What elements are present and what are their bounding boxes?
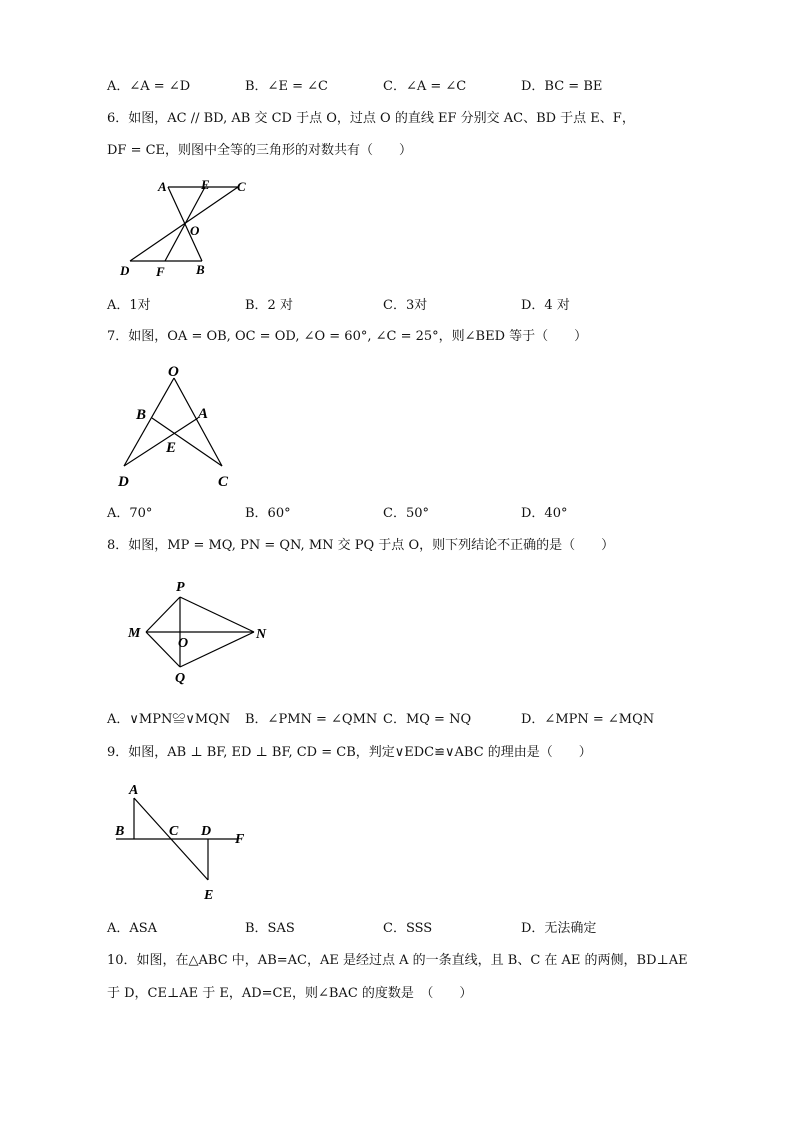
q8-figure: [118, 575, 278, 690]
q7-stem-line1: 7．如图，OA = OB, OC = OD, ∠O = 60°, ∠C = 25°，则∠BED 等于（ ）: [107, 329, 588, 344]
q9-option-d: D．无法确定: [521, 921, 597, 936]
q10-stem-line1: 10．如图，在△ABC 中，AB=AC，AE 是经过点 A 的一条直线，且 B、C 在 AE 的两侧，BD⊥AE: [107, 953, 688, 968]
q8-option-d: D．∠MPN = ∠MQN: [521, 712, 655, 727]
q8-label-q: Q: [175, 671, 186, 686]
q8-option-a: A．∨MPN≌∨MQN: [107, 712, 231, 727]
q7-label-b: B: [136, 407, 147, 423]
q7-segment-oc: [174, 378, 222, 466]
q7-option-c: C．50°: [383, 506, 429, 521]
q6-option-d: D．4 对: [521, 298, 570, 313]
q6-figure: [110, 175, 260, 285]
q9-stem-line1: 9．如图，AB ⊥ BF, ED ⊥ BF, CD = CB，判定∨EDC≌∨ABC 的理由是（ ）: [107, 745, 592, 760]
q8-segment-mq: [146, 632, 180, 667]
q5-option-c: C．∠A = ∠C: [383, 79, 467, 94]
q7-figure: [110, 360, 250, 495]
q10-stem-line2: 于 D，CE⊥AE 于 E，AD=CE，则∠BAC 的度数是 （ ）: [107, 986, 473, 1001]
q9-option-c: C．SSS: [383, 921, 433, 936]
q6-label-d: D: [120, 263, 130, 278]
q9-label-d: D: [201, 824, 212, 839]
q9-label-e: E: [204, 888, 214, 903]
q6-label-a: A: [158, 179, 167, 194]
q6-option-b: B．2 对: [245, 298, 293, 313]
q6-label-o: O: [190, 223, 200, 238]
q6-segment-cd: [130, 187, 238, 261]
q7-label-a: A: [198, 406, 209, 422]
q7-option-d: D．40°: [521, 506, 568, 521]
q6-label-f: F: [156, 264, 165, 279]
q9-option-a: A．ASA: [107, 921, 158, 936]
q9-label-f: F: [235, 832, 245, 847]
q7-option-a: A．70°: [107, 506, 153, 521]
q9-label-b: B: [115, 824, 125, 839]
q8-segment-mp: [146, 597, 180, 632]
q5-option-b: B．∠E = ∠C: [245, 79, 328, 94]
q7-label-c: C: [218, 474, 229, 490]
q8-option-b: B．∠PMN = ∠QMN: [245, 712, 378, 727]
q9-option-b: B．SAS: [245, 921, 295, 936]
q6-option-c: C．3对: [383, 298, 428, 313]
q7-label-e: E: [166, 440, 177, 456]
q6-option-a: A．1对: [107, 298, 151, 313]
q8-label-m: M: [128, 626, 141, 641]
q8-option-c: C．MQ = NQ: [383, 712, 472, 727]
q8-segment-pn: [180, 597, 254, 632]
q8-stem-line1: 8．如图，MP = MQ, PN = QN, MN 交 PQ 于点 O，则下列结论不正确的是（ ）: [107, 538, 615, 553]
q8-label-o: O: [178, 636, 189, 651]
q6-label-c: C: [237, 179, 246, 194]
q5-option-a: A．∠A = ∠D: [107, 79, 191, 94]
q8-label-p: P: [176, 580, 185, 595]
q7-option-b: B．60°: [245, 506, 291, 521]
q7-label-o: O: [168, 364, 179, 380]
q7-label-d: D: [118, 474, 129, 490]
q6-stem-line2: DF = CE，则图中全等的三角形的对数共有（ ）: [107, 143, 413, 158]
q8-label-n: N: [256, 627, 267, 642]
q6-stem-line1: 6．如图，AC // BD, AB 交 CD 于点 O，过点 O 的直线 EF 分别交 AC、BD 于点 E、F，: [107, 111, 635, 126]
q6-label-b: B: [196, 262, 205, 277]
q9-figure: [108, 778, 268, 908]
q6-label-e: E: [201, 177, 210, 192]
q8-segment-qn: [180, 632, 254, 667]
q9-label-a: A: [129, 783, 139, 798]
q5-option-d: D．BC = BE: [521, 79, 603, 94]
q9-label-c: C: [169, 824, 179, 839]
